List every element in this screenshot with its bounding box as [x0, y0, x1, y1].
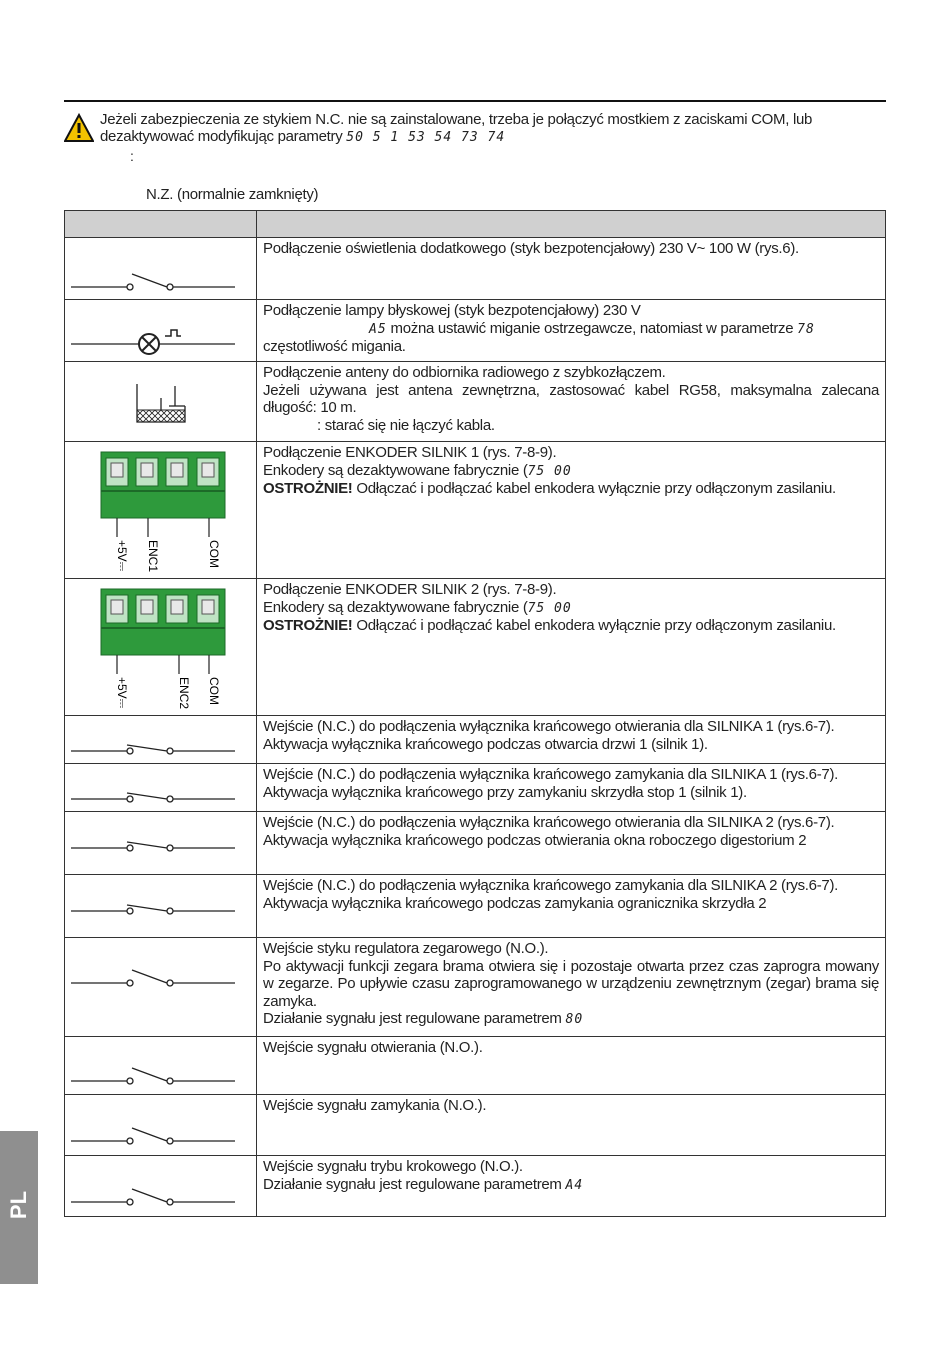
symbol-cell [65, 812, 257, 875]
terminal-label-com: COM [207, 677, 221, 705]
no-contact-switch-icon [65, 1037, 256, 1095]
description-cell [257, 362, 886, 442]
row-text: Wejście (N.C.) do podłączenia wyłącznika krańcowego zamykania dla SILNIKA 2 (rys.6-7). [263, 877, 839, 894]
param-code: 80 [565, 1012, 584, 1027]
symbol-cell [65, 1037, 257, 1095]
warning-line-2: dezaktywować modyfikując parametry [100, 128, 343, 145]
row-text: Podłączenie ENKODER SILNIK 1 (rys. 7-8-9). [263, 444, 557, 461]
table-row [65, 875, 886, 938]
symbol-cell [65, 238, 257, 300]
row-text: Enkodery są dezaktywowane fabrycznie ( [263, 461, 528, 479]
no-contact-switch-icon [65, 1095, 256, 1156]
row-text: Podłączenie anteny do odbiornika radiowego z szybkozłączem. [263, 364, 666, 381]
table-row [65, 1095, 886, 1156]
warning-line-1: Jeżeli zabezpieczenia ze stykiem N.C. nie są zainstalowane, trzeba je połączyć mostkiem z zaciskami COM, lub [100, 111, 813, 128]
row-text: Aktywacja wyłącznika krańcowego podczas otwierania okna roboczego digestorium 2 [263, 831, 807, 849]
no-contact-switch-icon [65, 938, 256, 1037]
description-cell [257, 938, 886, 1037]
terminal-table [64, 210, 886, 1217]
row-text: Wejście sygnału trybu krokowego (N.O.). [263, 1158, 523, 1175]
terminal-label-5v: +5V⎓ [115, 677, 129, 709]
row-text: Działanie sygnału jest regulowane parametrem [263, 1010, 566, 1027]
table-row [65, 1037, 886, 1095]
header-cell-description [257, 211, 886, 238]
table-row [65, 238, 886, 300]
row-text: Wejście sygnału otwierania (N.O.). [263, 1039, 483, 1056]
terminal-label-com: COM [207, 540, 221, 568]
table-row [65, 362, 886, 442]
symbol-cell [65, 1095, 257, 1156]
description-cell [257, 300, 886, 362]
warning-params: 50 5 1 53 54 73 74 [346, 130, 506, 145]
nc-contact-switch-icon [65, 764, 256, 812]
symbol-cell [65, 362, 257, 442]
caution-label: OSTROŻNIE! [263, 617, 353, 634]
symbol-cell [65, 938, 257, 1037]
nc-contact-switch-icon [65, 716, 256, 764]
row-text: można ustawić miganie ostrzegawcze, natomiast w parametrze [386, 319, 798, 337]
symbol-cell [65, 442, 257, 579]
table-row [65, 812, 886, 875]
table-row [65, 716, 886, 764]
row-text: Odłączać i podłączać kabel enkodera wyłącznie przy odłączonym zasilaniu. [352, 617, 836, 634]
symbol-cell [65, 1156, 257, 1217]
row-text: Działanie sygnału jest regulowane parametrem [263, 1175, 566, 1193]
row-text: : starać się nie łączyć kabla. [317, 416, 495, 434]
table-row [65, 1156, 886, 1217]
terminal-label-enc: ENC1 [146, 540, 160, 573]
description-cell [257, 812, 886, 875]
row-text: Wejście (N.C.) do podłączenia wyłącznika krańcowego otwierania dla SILNIKA 2 (rys.6-7). [263, 814, 835, 831]
table-row [65, 442, 886, 579]
param-code: 75 00 [527, 600, 572, 616]
encoder-terminal-block-icon [65, 442, 256, 579]
nz-label: N.Z. (normalnie zamknięty) [146, 186, 319, 203]
row-text: Wejście sygnału zamykania (N.O.). [263, 1097, 487, 1114]
param-code: 75 00 [527, 463, 572, 479]
description-cell [257, 442, 886, 579]
symbol-cell [65, 579, 257, 716]
caution-label: OSTROŻNIE! [263, 480, 353, 497]
table-row [65, 938, 886, 1037]
row-text: Jeżeli używana jest antena zewnętrzna, zastosować kabel RG58, maksymalna zalecana długość: 10 m. [263, 381, 879, 416]
description-cell [257, 1156, 886, 1217]
nc-contact-switch-icon [65, 812, 256, 875]
table-row [65, 300, 886, 362]
row-text: częstotliwość migania. [263, 338, 406, 355]
description-cell [257, 764, 886, 812]
encoder-terminal-block-icon [65, 579, 256, 716]
table-row [65, 579, 886, 716]
row-text: Aktywacja wyłącznika krańcowego podczas zamykania ogranicznika skrzydła 2 [263, 894, 767, 912]
no-contact-switch-icon [65, 1156, 256, 1217]
symbol-cell [65, 716, 257, 764]
warning-colon: : [130, 148, 134, 164]
description-cell [257, 579, 886, 716]
description-cell [257, 1095, 886, 1156]
antenna-icon [65, 362, 256, 442]
row-text: Aktywacja wyłącznika krańcowego przy zamykaniu skrzydła stop 1 (silnik 1). [263, 783, 747, 801]
row-text: Odłączać i podłączać kabel enkodera wyłącznie przy odłączonym zasilaniu. [352, 480, 836, 497]
flashing-lamp-icon [65, 300, 256, 362]
row-text: Podłączenie ENKODER SILNIK 2 (rys. 7-8-9). [263, 581, 557, 598]
description-cell [257, 716, 886, 764]
table-row [65, 764, 886, 812]
symbol-cell [65, 764, 257, 812]
description-cell [257, 1037, 886, 1095]
description-cell [257, 238, 886, 300]
row-text: Enkodery są dezaktywowane fabrycznie ( [263, 598, 528, 616]
top-rule [64, 100, 886, 102]
row-text: Wejście (N.C.) do podłączenia wyłącznika krańcowego otwierania dla SILNIKA 1 (rys.6-7). [263, 718, 835, 735]
row-text: Wejście styku regulatora zegarowego (N.O.). [263, 940, 549, 957]
row-text: Podłączenie lampy błyskowej (styk bezpotencjałowy) 230 V [263, 302, 641, 319]
row-text: Po aktywacji funkcji zegara brama otwiera się i pozostaje otwarta przez czas zaprogra mowany w zegarze. Po upływie czasu zaprogramowanego w urządzeniu zewnętrznym (zegar) brama się zamyka. [263, 957, 879, 1010]
row-text: Aktywacja wyłącznika krańcowego podczas otwarcia drzwi 1 (silnik 1). [263, 735, 708, 753]
param-code: 78 [797, 321, 815, 337]
row-text: Podłączenie oświetlenia dodatkowego (styk bezpotencjałowy) 230 V~ 100 W (rys.6). [263, 240, 799, 257]
no-contact-switch-icon [65, 238, 256, 300]
description-cell [257, 875, 886, 938]
warning-icon [64, 113, 94, 143]
language-tab-label: PL [6, 1190, 31, 1220]
nc-contact-switch-icon [65, 875, 256, 938]
header-cell-symbol [65, 211, 257, 238]
param-code: A4 [565, 1177, 584, 1193]
terminal-label-enc: ENC2 [177, 677, 191, 710]
table-header [65, 211, 886, 238]
param-code: A5 [369, 321, 387, 337]
warning-text [100, 111, 886, 146]
symbol-cell [65, 300, 257, 362]
row-text: Wejście (N.C.) do podłączenia wyłącznika krańcowego zamykania dla SILNIKA 1 (rys.6-7). [263, 766, 839, 783]
symbol-cell [65, 875, 257, 938]
terminal-label-5v: +5V⎓ [115, 540, 129, 572]
